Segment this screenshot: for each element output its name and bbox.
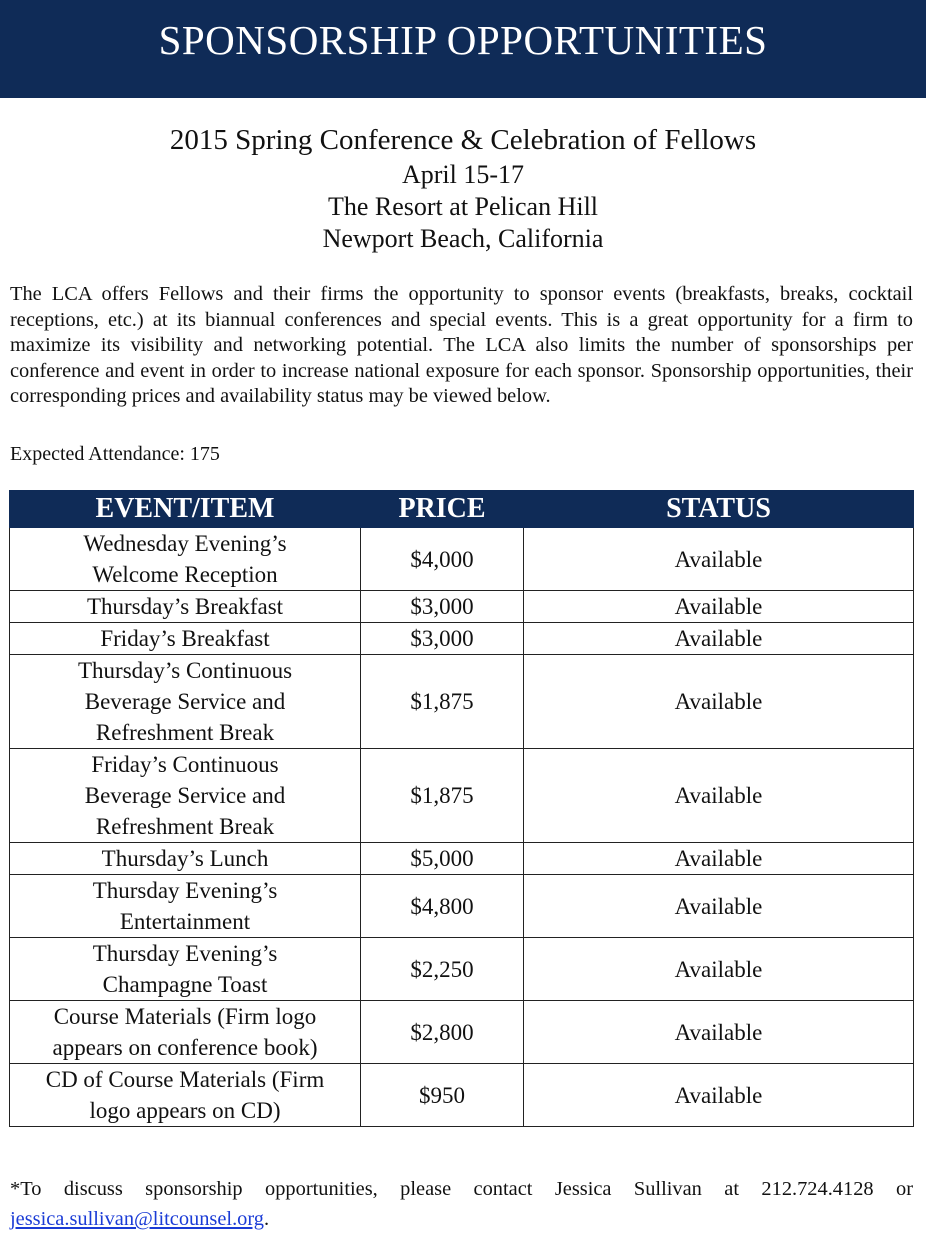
event-item-line: Thursday’s Continuous [77,658,293,683]
cell-price: $2,250 [361,938,524,1001]
cell-status: Available [524,1064,914,1127]
cell-status: Available [524,591,914,623]
footer-contact-text: *To discuss sponsorship opportunities, please contact Jessica Sullivan at 212.724.4128 or [10,1178,913,1200]
event-item-line: Thursday Evening’s [92,941,278,966]
event-item-line: Wednesday Evening’s [83,531,287,556]
cell-price: $3,000 [361,591,524,623]
cell-status: Available [524,655,914,749]
cell-event-item [10,1001,361,1064]
cell-status: Available [524,528,914,591]
header-event-item: EVENT/ITEM [10,491,361,528]
event-item-line: Thursday’s Lunch [101,846,269,871]
header-status: STATUS [524,491,914,528]
cell-status: Available [524,623,914,655]
cell-price: $3,000 [361,623,524,655]
event-item-line: logo appears on CD) [89,1098,281,1123]
cell-event-item [10,749,361,843]
conference-location: Newport Beach, California [322,224,604,253]
event-item-line: CD of Course Materials (Firm [45,1067,325,1092]
table-row [10,1001,914,1064]
conference-title: 2015 Spring Conference & Celebration of Fellows [169,124,757,156]
banner [0,0,926,98]
table-body [10,528,914,1127]
cell-price: $2,800 [361,1001,524,1064]
cell-status: Available [524,875,914,938]
event-item-line: Refreshment Break [95,814,275,839]
intro-paragraph: The LCA offers Fellows and their firms the opportunity to sponsor events (breakfasts, breaks, cocktail receptions, etc.) at its biannual conferences and special events. This is a great opportunity for a firm to maximize its visibility and networking potential. The LCA also limits the number of sponsorships per conference and event in order to increase national exposure for each sponsor. Sponsorship opportunities, their corresponding prices and availability status may be viewed below. [10,283,913,407]
conference-dates: April 15-17 [401,160,525,189]
cell-price: $950 [361,1064,524,1127]
cell-status: Available [524,843,914,875]
cell-event-item [10,1064,361,1127]
cell-event-item [10,875,361,938]
table-row [10,938,914,1001]
event-item-line: appears on conference book) [52,1035,318,1060]
expected-attendance: Expected Attendance: 175 [10,443,220,465]
cell-price: $1,875 [361,655,524,749]
event-item-line: Entertainment [119,909,251,934]
event-item-line: Refreshment Break [95,720,275,745]
table-header-row [10,491,914,528]
table-row [10,875,914,938]
event-item-line: Friday’s Breakfast [100,626,270,651]
cell-price: $4,000 [361,528,524,591]
banner-title: SPONSORSHIP OPPORTUNITIES [158,17,768,63]
cell-status: Available [524,749,914,843]
event-item-line: Thursday Evening’s [92,878,278,903]
cell-status: Available [524,1001,914,1064]
footer-contact-line [10,1204,269,1234]
event-item-line: Friday’s Continuous [91,752,279,777]
contact-email-link[interactable]: jessica.sullivan@litcounsel.org [10,1208,264,1230]
table-row [10,591,914,623]
table-row [10,528,914,591]
table-row [10,623,914,655]
conference-venue: The Resort at Pelican Hill [327,192,599,221]
cell-price: $4,800 [361,875,524,938]
table-row [10,843,914,875]
cell-status: Available [524,938,914,1001]
event-item-line: Welcome Reception [92,562,278,587]
event-item-line: Course Materials (Firm logo [53,1004,317,1029]
event-item-line: Thursday’s Breakfast [86,594,284,619]
cell-price: $5,000 [361,843,524,875]
table-row [10,1064,914,1127]
event-item-line: Beverage Service and [84,689,286,714]
event-item-line: Champagne Toast [102,972,268,997]
header-price: PRICE [361,491,524,528]
cell-event-item [10,938,361,1001]
cell-event-item [10,655,361,749]
cell-price: $1,875 [361,749,524,843]
table-row [10,749,914,843]
cell-event-item [10,528,361,591]
cell-event-item [10,623,361,655]
sponsorship-table [9,490,914,1127]
footer-period: . [264,1208,270,1230]
table-row [10,655,914,749]
event-item-line: Beverage Service and [84,783,286,808]
cell-event-item [10,843,361,875]
cell-event-item [10,591,361,623]
